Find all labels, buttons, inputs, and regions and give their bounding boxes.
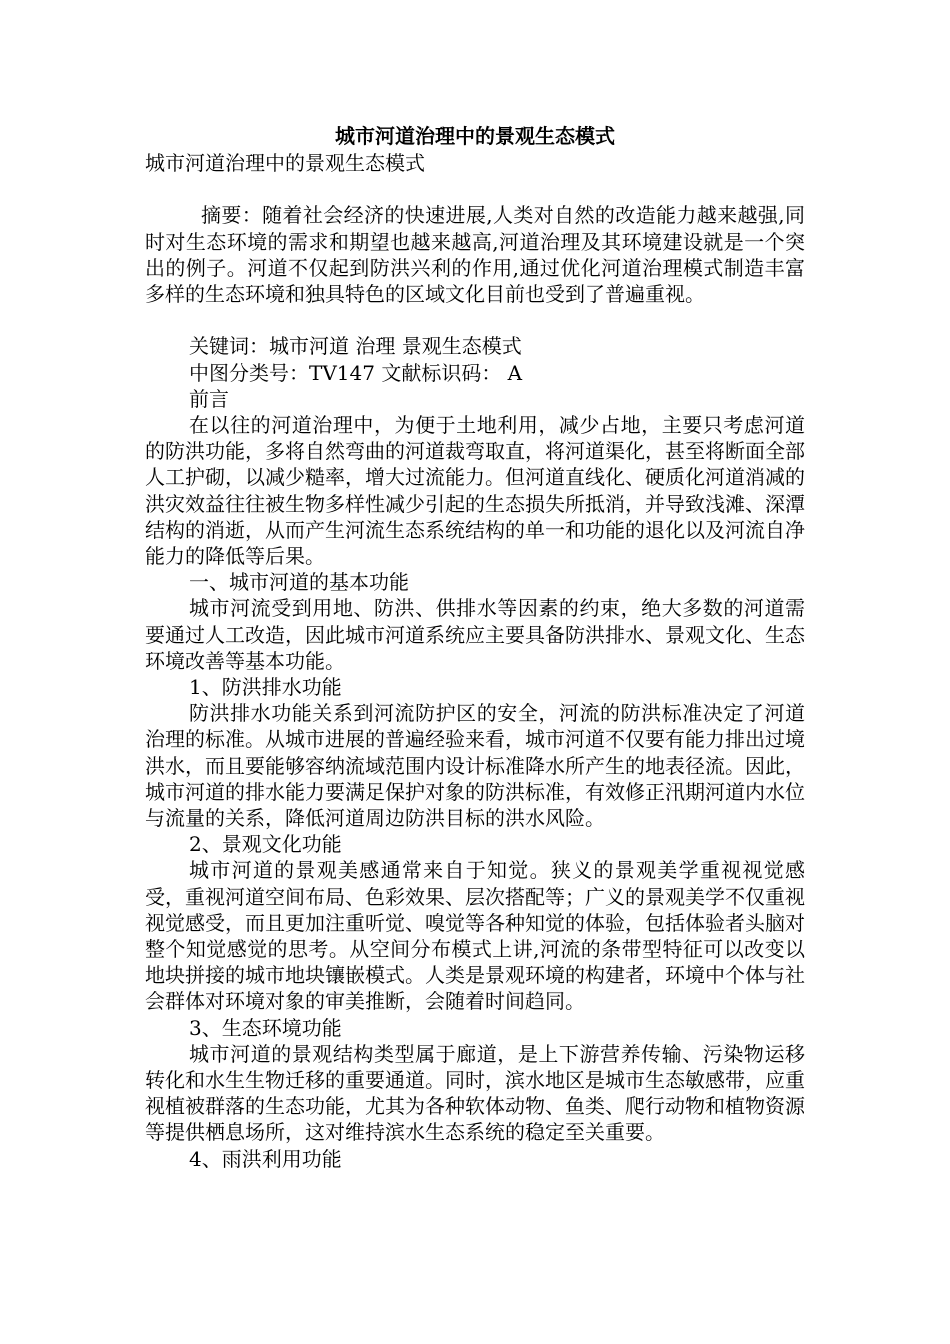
abstract-paragraph: 摘要：随着社会经济的快速进展,人类对自然的改造能力越来越强,同时对生态环境的需求和期望也越来越高,河道治理及其环境建设就是一个突出的例子。河道不仅起到防洪兴利的作用,通过优化河道治理模式制造丰富多样的生态环境和独具特色的区域文化目前也受到了普遍重视。 xyxy=(145,203,805,306)
preface-paragraph: 在以往的河道治理中，为便于土地利用，减少占地，主要只考虑河道的防洪功能，多将自然弯曲的河道裁弯取直，将河道渠化，甚至将断面全部人工护砌，以减少糙率，增大过流能力。但河道直线化、硬质化河道消减的洪灾效益往往被生物多样性减少引起的生态损失所抵消，并导致浅滩、深潭结构的消逝，从而产生河流生态系统结构的单一和功能的退化以及河流自净能力的降低等后果。 xyxy=(145,413,805,569)
item-2-paragraph: 城市河道的景观美感通常来自于知觉。狭义的景观美学重视视觉感受，重视河道空间布局、色彩效果、层次搭配等；广义的景观美学不仅重视视觉感受，而且更加注重听觉、嗅觉等各种知觉的体验，包括体验者头脑对整个知觉感觉的思考。从空间分布模式上讲,河流的条带型特征可以改变以地块拼接的城市地块镶嵌模式。人类是景观环境的构建者，环境中个体与社会群体对环境对象的审美推断，会随着时间趋同。 xyxy=(145,858,805,1014)
keywords-line: 关键词：城市河道 治理 景观生态模式 xyxy=(189,334,522,359)
item-2-heading: 2、景观文化功能 xyxy=(189,832,342,857)
item-1-paragraph: 防洪排水功能关系到河流防护区的安全，河流的防洪标准决定了河道治理的标准。从城市进展的普遍经验来看，城市河道不仅要有能力排出过境洪水，而且要能够容纳流域范围内设计标准降水所产生的地表径流。因此，城市河道的排水能力要满足保护对象的防洪标准，有效修正汛期河道内水位与流量的关系，降低河道周边防洪目标的洪水风险。 xyxy=(145,701,805,831)
item-3-paragraph: 城市河道的景观结构类型属于廊道，是上下游营养传输、污染物运移转化和水生生物迁移的重要通道。同时，滨水地区是城市生态敏感带，应重视植被群落的生态功能，尤其为各种软体动物、鱼类、爬行动物和植物资源等提供栖息场所，这对维持滨水生态系统的稳定至关重要。 xyxy=(145,1041,805,1145)
section-1-heading: 一、城市河道的基本功能 xyxy=(189,570,409,595)
item-4-heading: 4、雨洪利用功能 xyxy=(189,1146,342,1171)
section-1-paragraph: 城市河流受到用地、防洪、供排水等因素的约束，绝大多数的河道需要通过人工改造，因此城市河道系统应主要具备防洪排水、景观文化、生态环境改善等基本功能。 xyxy=(145,596,805,673)
document-title: 城市河道治理中的景观生态模式 xyxy=(335,124,615,148)
item-1-heading: 1、防洪排水功能 xyxy=(189,675,342,700)
preface-heading: 前言 xyxy=(189,386,229,411)
document-body xyxy=(145,150,805,1172)
classification-line: 中图分类号：TV147 文献标识码： A xyxy=(189,360,523,385)
document-subtitle: 城市河道治理中的景观生态模式 xyxy=(145,151,425,175)
item-3-heading: 3、生态环境功能 xyxy=(189,1015,342,1040)
